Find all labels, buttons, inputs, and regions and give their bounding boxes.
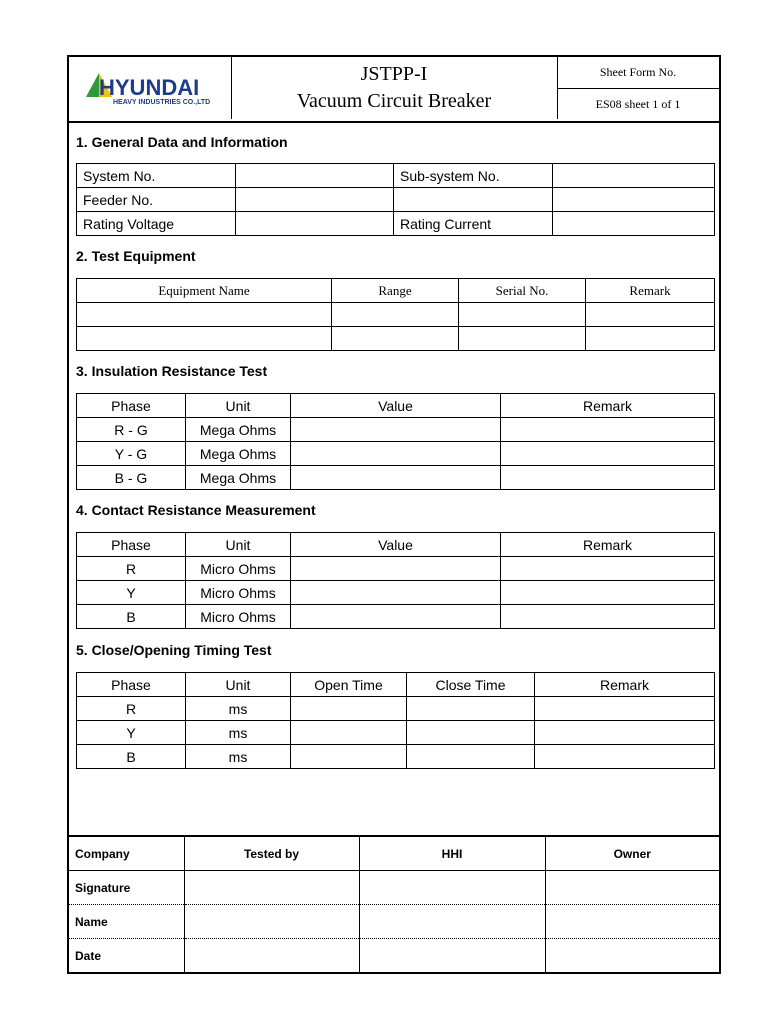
section-4-title: 4. Contact Resistance Measurement [76, 502, 316, 518]
unit-cell: Mega Ohms [186, 442, 291, 466]
insulation-resistance-table [76, 393, 715, 490]
remark-cell[interactable] [535, 697, 715, 721]
phase-cell: Y [77, 721, 186, 745]
title-cell [231, 57, 558, 119]
header-value: Value [291, 533, 501, 557]
equipment-cell[interactable] [332, 303, 459, 327]
phase-cell: B - G [77, 466, 186, 490]
equipment-cell[interactable] [332, 327, 459, 351]
section-5-title: 5. Close/Opening Timing Test [76, 642, 272, 658]
sheet-form-label: Sheet Form No. [557, 57, 719, 89]
label-name: Name [69, 905, 184, 939]
label-system-no: System No. [77, 164, 236, 188]
label-feeder-no: Feeder No. [77, 188, 236, 212]
value-cell[interactable] [291, 581, 501, 605]
header-tested-by: Tested by [184, 837, 359, 871]
label-subsystem-no: Sub-system No. [394, 164, 553, 188]
remark-cell[interactable] [501, 581, 715, 605]
equipment-cell[interactable] [77, 327, 332, 351]
remark-cell[interactable] [535, 745, 715, 769]
signature-cell[interactable] [545, 871, 719, 905]
unit-cell: ms [186, 721, 291, 745]
remark-cell[interactable] [501, 466, 715, 490]
unit-cell: ms [186, 697, 291, 721]
header-remark: Remark [501, 533, 715, 557]
signoff-table [69, 837, 719, 972]
remark-cell[interactable] [501, 442, 715, 466]
value-cell[interactable] [291, 557, 501, 581]
sheet-info [557, 57, 719, 119]
remark-cell[interactable] [501, 418, 715, 442]
name-cell[interactable] [359, 905, 545, 939]
header-remark: Remark [535, 673, 715, 697]
header-value: Value [291, 394, 501, 418]
unit-cell: ms [186, 745, 291, 769]
header-company: Company [69, 837, 184, 871]
header-owner: Owner [545, 837, 719, 871]
unit-cell: Mega Ohms [186, 466, 291, 490]
signature-cell[interactable] [359, 871, 545, 905]
phase-cell: R [77, 697, 186, 721]
unit-cell: Mega Ohms [186, 418, 291, 442]
label-rating-current: Rating Current [394, 212, 553, 236]
section-3-title: 3. Insulation Resistance Test [76, 363, 268, 379]
phase-cell: R - G [77, 418, 186, 442]
unit-cell: Micro Ohms [186, 557, 291, 581]
section-2-title: 2. Test Equipment [76, 248, 196, 264]
value-cell[interactable] [291, 466, 501, 490]
header-phase: Phase [77, 394, 186, 418]
input-feeder-no[interactable] [236, 188, 394, 212]
unit-cell: Micro Ohms [186, 605, 291, 629]
hyundai-logo-icon [69, 57, 231, 119]
label-signature: Signature [69, 871, 184, 905]
remark-cell[interactable] [501, 557, 715, 581]
close-time-cell[interactable] [407, 745, 535, 769]
doc-code: JSTPP-I [360, 63, 428, 85]
remark-cell[interactable] [501, 605, 715, 629]
header-unit: Unit [186, 533, 291, 557]
input-subsystem-no[interactable] [553, 164, 715, 188]
header-equipment-name: Equipment Name [77, 279, 332, 303]
logo [69, 57, 232, 119]
date-cell[interactable] [184, 939, 359, 973]
input-rating-current[interactable] [553, 212, 715, 236]
value-cell[interactable] [291, 442, 501, 466]
phase-cell: Y [77, 581, 186, 605]
test-equipment-table [76, 278, 715, 351]
open-time-cell[interactable] [291, 697, 407, 721]
doc-title: Vacuum Circuit Breaker [296, 90, 492, 112]
logo-subtext: HEAVY INDUSTRIES CO.,LTD [113, 99, 211, 106]
equipment-cell[interactable] [459, 303, 586, 327]
phase-cell: B [77, 605, 186, 629]
close-time-cell[interactable] [407, 721, 535, 745]
form-header [69, 57, 719, 123]
header-unit: Unit [186, 394, 291, 418]
close-time-cell[interactable] [407, 697, 535, 721]
header-remark: Remark [501, 394, 715, 418]
logo-text: HYUNDAI [99, 75, 200, 100]
label-rating-voltage: Rating Voltage [77, 212, 236, 236]
input-rating-voltage[interactable] [236, 212, 394, 236]
header-phase: Phase [77, 533, 186, 557]
sheet-number: ES08 sheet 1 of 1 [595, 97, 681, 111]
open-time-cell[interactable] [291, 745, 407, 769]
name-cell[interactable] [545, 905, 719, 939]
phase-cell: R [77, 557, 186, 581]
open-time-cell[interactable] [291, 721, 407, 745]
date-cell[interactable] [359, 939, 545, 973]
header-remark: Remark [586, 279, 715, 303]
blank-cell[interactable] [553, 188, 715, 212]
unit-cell: Micro Ohms [186, 581, 291, 605]
phase-cell: B [77, 745, 186, 769]
label-date: Date [69, 939, 184, 973]
signature-cell[interactable] [184, 871, 359, 905]
contact-resistance-table [76, 532, 715, 629]
header-open-time: Open Time [291, 673, 407, 697]
header-serial-no: Serial No. [459, 279, 586, 303]
equipment-cell[interactable] [459, 327, 586, 351]
remark-cell[interactable] [535, 721, 715, 745]
name-cell[interactable] [184, 905, 359, 939]
header-range: Range [332, 279, 459, 303]
header-phase: Phase [77, 673, 186, 697]
header-hhi: HHI [359, 837, 545, 871]
general-data-table [76, 163, 715, 236]
signoff-section [69, 835, 719, 972]
date-cell[interactable] [545, 939, 719, 973]
section-1-title: 1. General Data and Information [76, 134, 288, 150]
input-system-no[interactable] [236, 164, 394, 188]
blank-cell[interactable] [394, 188, 553, 212]
timing-test-table [76, 672, 715, 769]
value-cell[interactable] [291, 418, 501, 442]
value-cell[interactable] [291, 605, 501, 629]
header-close-time: Close Time [407, 673, 535, 697]
form-frame [67, 55, 721, 974]
equipment-cell[interactable] [586, 327, 715, 351]
equipment-cell[interactable] [77, 303, 332, 327]
header-unit: Unit [186, 673, 291, 697]
phase-cell: Y - G [77, 442, 186, 466]
equipment-cell[interactable] [586, 303, 715, 327]
